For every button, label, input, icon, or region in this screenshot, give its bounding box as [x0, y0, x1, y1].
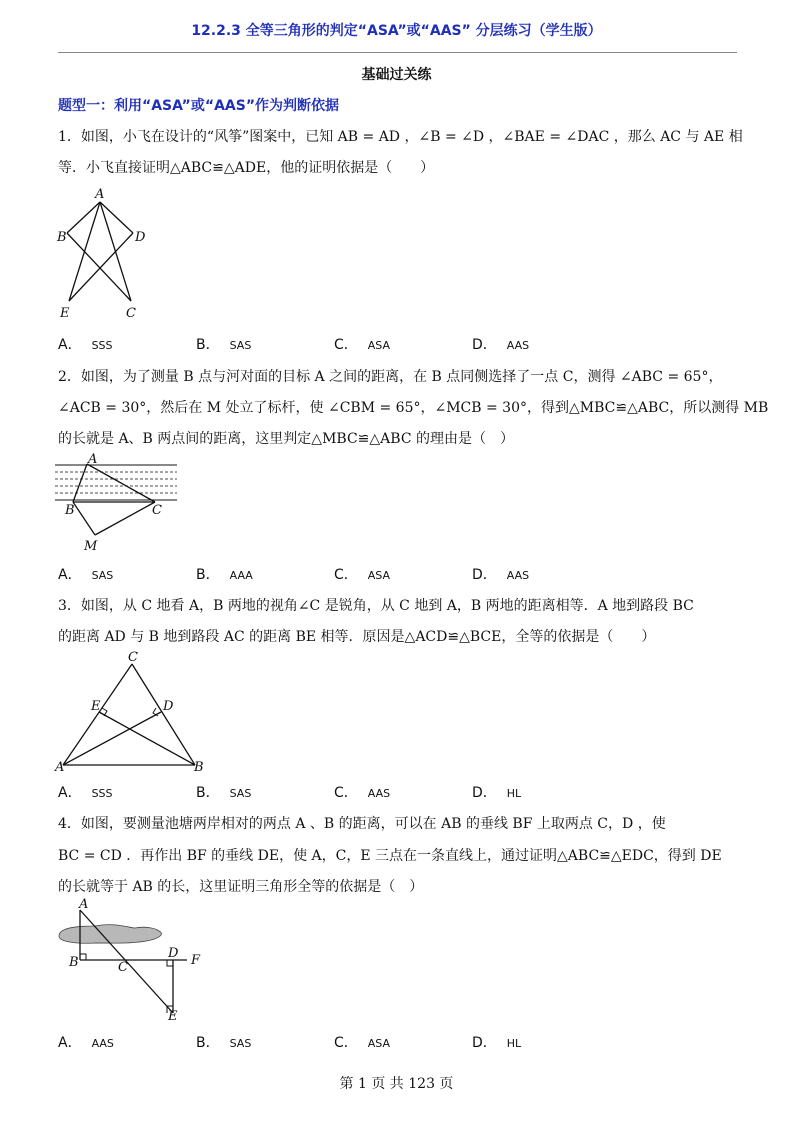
document-header-title: 12.2.3 全等三角形的判定“ASA”或“AAS” 分层练习（学生版）	[191, 23, 602, 39]
q2-line-1: 2．如图，为了测量 B 点与河对面的目标 A 之间的距离，在 B 点同侧选择了一点 C，测得 ∠ABC = 65°，	[58, 369, 723, 385]
page-footer: 第 1 页 共 123 页	[339, 1076, 454, 1092]
q4-option-a[interactable]: A． AAS	[58, 1035, 114, 1051]
q4-label-f: F	[191, 953, 201, 968]
q1-label-a: A	[95, 187, 105, 202]
q1-label-c: C	[126, 306, 136, 321]
q1-label-d: D	[135, 230, 146, 245]
q2-label-a: A	[88, 452, 98, 467]
section-title: 基础过关练	[361, 67, 432, 83]
pond-shape	[59, 925, 161, 944]
q2-line-2: ∠ACB = 30°，然后在 M 处立了标杆，使 ∠CBM = 65°，∠MCB = 30°，得到△MBC≌△ABC，所以测得 MB	[58, 400, 769, 416]
q1-option-b[interactable]: B． SAS	[196, 337, 252, 353]
q3-label-a: A	[55, 760, 65, 775]
q3-option-a[interactable]: A． SSS	[58, 785, 113, 801]
q3-label-c: C	[128, 650, 138, 665]
q4-option-b[interactable]: B． SAS	[196, 1035, 252, 1051]
q1-figure-kite	[55, 188, 155, 323]
q4-label-b: B	[69, 955, 79, 970]
q1-label-b: B	[57, 230, 67, 245]
q2-option-c[interactable]: C． ASA	[334, 567, 391, 583]
q3-figure-triangle	[55, 650, 215, 775]
header-divider	[58, 52, 737, 53]
q3-option-c[interactable]: C． AAS	[334, 785, 391, 801]
q3-label-d: D	[163, 699, 174, 714]
q4-label-c: C	[118, 960, 128, 975]
q2-label-b: B	[65, 503, 75, 518]
q4-label-d: D	[168, 946, 179, 961]
q3-line-1: 3．如图，从 C 地看 A，B 两地的视角∠C 是锐角，从 C 地到 A，B 两地的距离相等．A 地到路段 BC	[58, 598, 694, 614]
q3-option-d[interactable]: D． HL	[472, 785, 522, 801]
q1-option-d[interactable]: D． AAS	[472, 337, 530, 353]
q1-line-2: 等．小飞直接证明△ABC≌△ADE，他的证明依据是（ ）	[58, 160, 435, 176]
q2-option-d[interactable]: D． AAS	[472, 567, 530, 583]
q1-option-a[interactable]: A． SSS	[58, 337, 113, 353]
q3-label-e: E	[91, 699, 101, 714]
question-type-heading: 题型一：利用“ASA”或“AAS”作为判断依据	[58, 98, 340, 114]
q2-line-3: 的长就是 A、B 两点间的距离，这里判定△MBC≌△ABC 的理由是（ ）	[58, 431, 514, 447]
q4-option-d[interactable]: D． HL	[472, 1035, 522, 1051]
q2-figure-river	[55, 452, 180, 552]
q3-line-2: 的距离 AD 与 B 地到路段 AC 的距离 BE 相等．原因是△ACD≌△BCE，全等的依据是（ ）	[58, 629, 656, 645]
q1-line-1: 1．如图，小飞在设计的“风筝”图案中，已知 AB = AD ，∠B = ∠D ，∠BAE = ∠DAC ，那么 AC 与 AE 相	[58, 129, 743, 145]
q4-label-a: A	[79, 897, 89, 912]
q1-label-e: E	[60, 306, 70, 321]
q4-line-2: BC = CD ．再作出 BF 的垂线 DE，使 A，C，E 三点在一条直线上，通过证明△ABC≌△EDC，得到 DE	[58, 848, 722, 864]
q3-label-b: B	[194, 760, 204, 775]
q3-option-b[interactable]: B． SAS	[196, 785, 252, 801]
q2-label-m: M	[84, 539, 98, 554]
q2-option-b[interactable]: B． AAA	[196, 567, 253, 583]
q4-option-c[interactable]: C． ASA	[334, 1035, 391, 1051]
q4-figure-pond	[55, 898, 210, 1023]
q4-line-1: 4．如图，要测量池塘两岸相对的两点 A 、B 的距离，可以在 AB 的垂线 BF 上取两点 C，D ，使	[58, 816, 666, 832]
q2-label-c: C	[152, 503, 162, 518]
q2-option-a[interactable]: A． SAS	[58, 567, 114, 583]
q1-option-c[interactable]: C． ASA	[334, 337, 391, 353]
q4-line-3: 的长就等于 AB 的长，这里证明三角形全等的依据是（ ）	[58, 879, 424, 895]
q4-label-e: E	[168, 1009, 178, 1024]
